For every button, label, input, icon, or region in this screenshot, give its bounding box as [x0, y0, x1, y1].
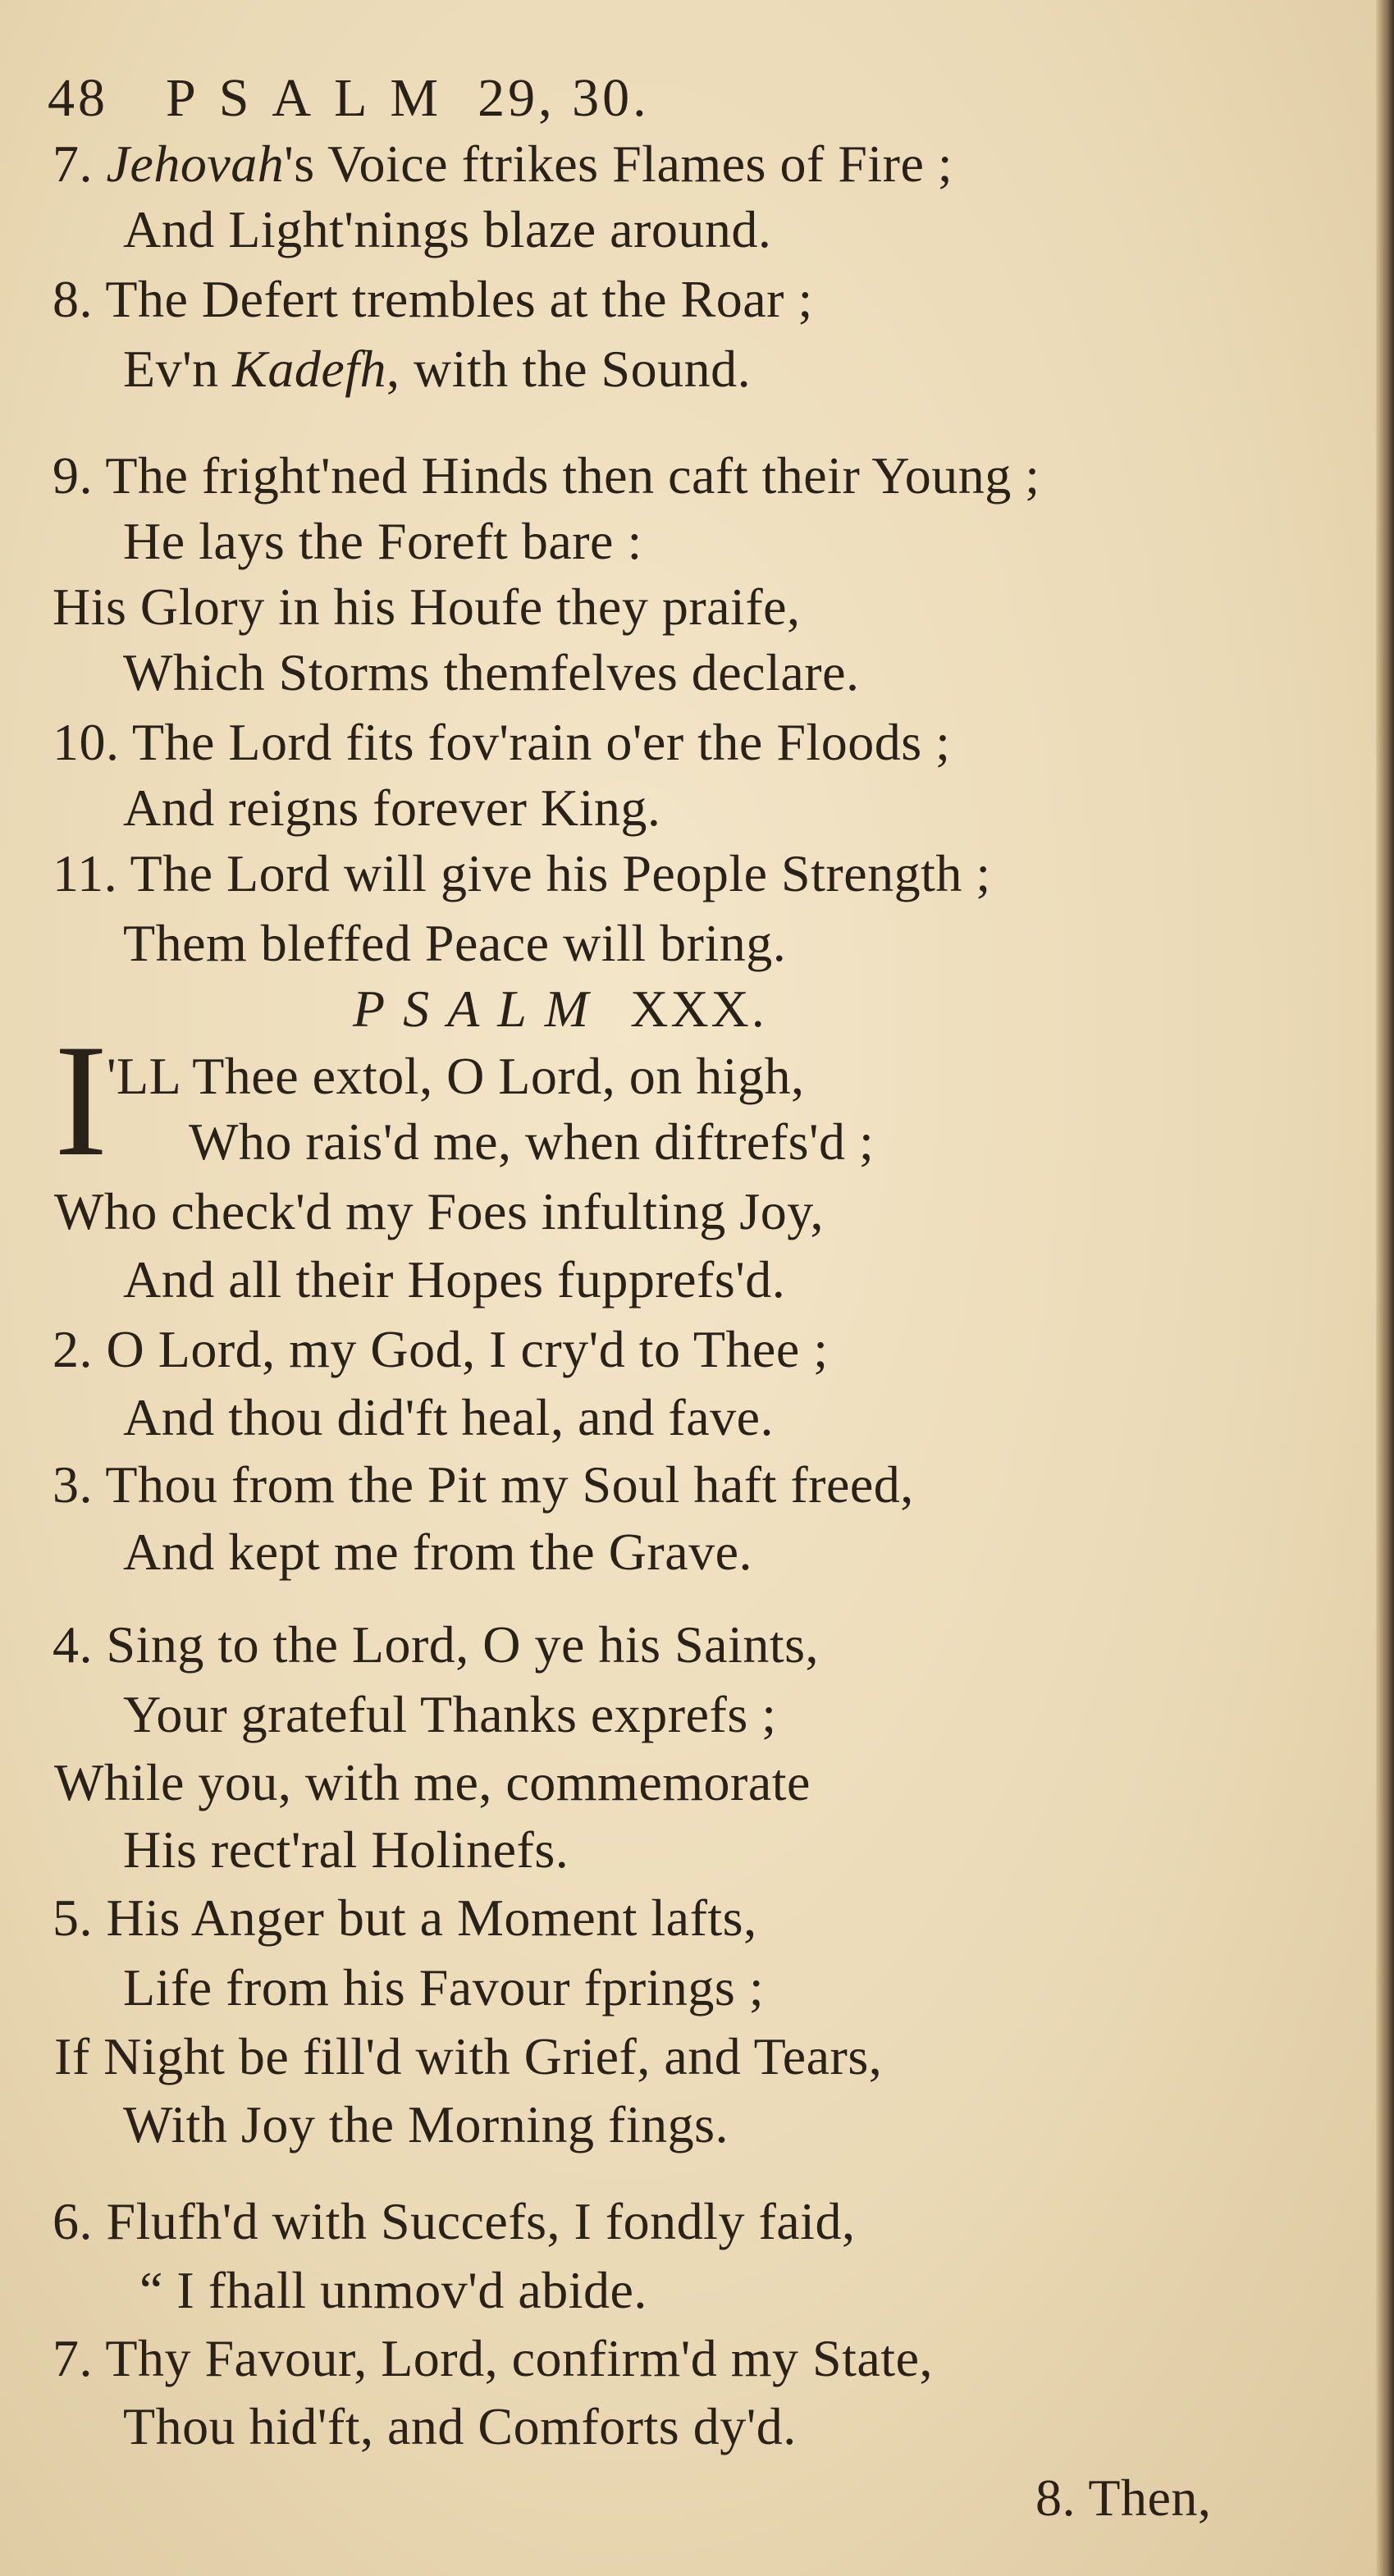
- verse-line: [123, 775, 660, 841]
- verse-text: Your grateful Thanks exprefs ;: [123, 1685, 777, 1743]
- psalm-heading-word: PSALM: [353, 980, 607, 1038]
- italic-name: Jehovah: [106, 135, 285, 193]
- verse-number: 9.: [53, 446, 93, 505]
- verse-text: And kept me from the Grave.: [123, 1523, 753, 1581]
- verse-line: [54, 1179, 824, 1245]
- verse-number: 6.: [53, 2192, 93, 2250]
- psalm-heading-number: XXX.: [630, 980, 767, 1038]
- verse-line: [53, 267, 813, 332]
- verse-line: [53, 2326, 933, 2391]
- verse-line: [107, 1044, 804, 1109]
- verse-text: While you, with me, commemorate: [54, 1753, 811, 1811]
- psalm-numbers: 29, 30.: [478, 68, 650, 128]
- verse-line: [53, 574, 801, 640]
- verse-number: 2.: [53, 1320, 93, 1378]
- verse-line: [123, 509, 642, 574]
- verse-text: Who check'd my Foes infulting Joy,: [54, 1182, 825, 1240]
- verse-line: [53, 841, 991, 907]
- verse-text: The Defert trembles at the Roar ;: [105, 270, 813, 328]
- verse-line: [139, 2258, 647, 2323]
- verse-text: Thou from the Pit my Soul haft freed,: [105, 1455, 914, 1514]
- verse-text: Sing to the Lord, O ye his Saints,: [106, 1615, 820, 1674]
- verse-number: 7.: [53, 135, 93, 193]
- verse-text: Ev'n: [123, 340, 233, 398]
- verse-number: 10.: [53, 713, 120, 771]
- verse-text: Thou hid'ft, and Comforts dy'd.: [123, 2397, 797, 2455]
- verse-text: His Glory in his Houfe they praife,: [53, 578, 801, 636]
- verse-text: O Lord, my God, I cry'd to Thee ;: [106, 1320, 829, 1378]
- running-title: PSALM: [166, 68, 462, 128]
- verse-line: [123, 640, 859, 706]
- verse-text: His Anger but a Moment lafts,: [106, 1889, 757, 1947]
- verse-text: Life from his Favour fprings ;: [123, 1958, 765, 2016]
- verse-line: [53, 131, 953, 197]
- verse-text: Flufh'd with Succefs, I fondly faid,: [106, 2192, 856, 2250]
- verse-line: [53, 1317, 829, 1382]
- verse-line: [189, 1109, 874, 1175]
- verse-line: [53, 710, 950, 775]
- verse-text: Them bleffed Peace will bring.: [123, 914, 787, 972]
- verse-number: 5.: [53, 1889, 93, 1947]
- verse-number: 11.: [53, 844, 118, 902]
- verse-text: His rect'ral Holinefs.: [123, 1820, 569, 1879]
- verse-text: “ I fhall unmov'd abide.: [139, 2261, 647, 2319]
- verse-line: [123, 1519, 752, 1585]
- verse-line: [123, 1385, 774, 1450]
- verse-text: If Night be fill'd with Grief, and Tears,: [54, 2027, 883, 2085]
- verse-line: [53, 2189, 855, 2254]
- verse-text: With Joy the Morning fings.: [123, 2095, 729, 2154]
- verse-line: [123, 2092, 729, 2158]
- verse-text: The Lord fits fov'rain o'er the Floods ;: [131, 713, 951, 771]
- verse-number: 4.: [53, 1615, 93, 1674]
- verse-text: And Light'nings blaze around.: [123, 200, 772, 258]
- verse-text: Which Storms themfelves declare.: [123, 643, 860, 701]
- verse-number: 7.: [53, 2329, 93, 2387]
- psalm-heading: [353, 976, 767, 1042]
- verse-line: [123, 911, 786, 976]
- verse-line: [123, 197, 771, 263]
- verse-text: , with the Sound.: [386, 340, 752, 398]
- catchword: 8. Then,: [1035, 2469, 1212, 2527]
- verse-text: Who rais'd me, when diftrefs'd ;: [189, 1112, 875, 1171]
- verse-line: [123, 336, 751, 402]
- italic-name: Kadefh: [232, 340, 386, 398]
- verse-line: [123, 2394, 797, 2460]
- verse-text: And all their Hopes fupprefs'd.: [123, 1250, 786, 1309]
- verse-line: [123, 1682, 777, 1747]
- verse-line: [53, 1885, 757, 1951]
- verse-line: [123, 1817, 569, 1883]
- verse-text: 's Voice ftrikes Flames of Fire ;: [284, 135, 953, 193]
- verse-text: He lays the Foreft bare :: [123, 512, 642, 570]
- page-number: 48: [48, 68, 108, 128]
- verse-text: Thy Favour, Lord, confirm'd my State,: [105, 2329, 933, 2387]
- verse-line: [123, 1247, 785, 1313]
- verse-line: [54, 2024, 882, 2090]
- drop-cap: I: [54, 1012, 108, 1190]
- verse-line: [53, 1452, 914, 1518]
- verse-number: 8.: [53, 270, 93, 328]
- verse-text: The Lord will give his People Strength ;: [130, 844, 991, 902]
- verse-number: 3.: [53, 1455, 93, 1514]
- verse-text: The fright'ned Hinds then caft their Young ;: [105, 446, 1040, 505]
- verse-line: [123, 1955, 764, 2021]
- verse-line: [53, 443, 1040, 509]
- verse-line: [53, 1612, 819, 1678]
- running-head: [48, 66, 650, 131]
- verse-text: 'LL Thee extol, O Lord, on high,: [107, 1047, 805, 1105]
- verse-text: And reigns forever King.: [123, 779, 661, 837]
- page-gutter-edge: [1376, 0, 1394, 2576]
- verse-line: [54, 1750, 811, 1816]
- verse-text: And thou did'ft heal, and fave.: [123, 1388, 775, 1446]
